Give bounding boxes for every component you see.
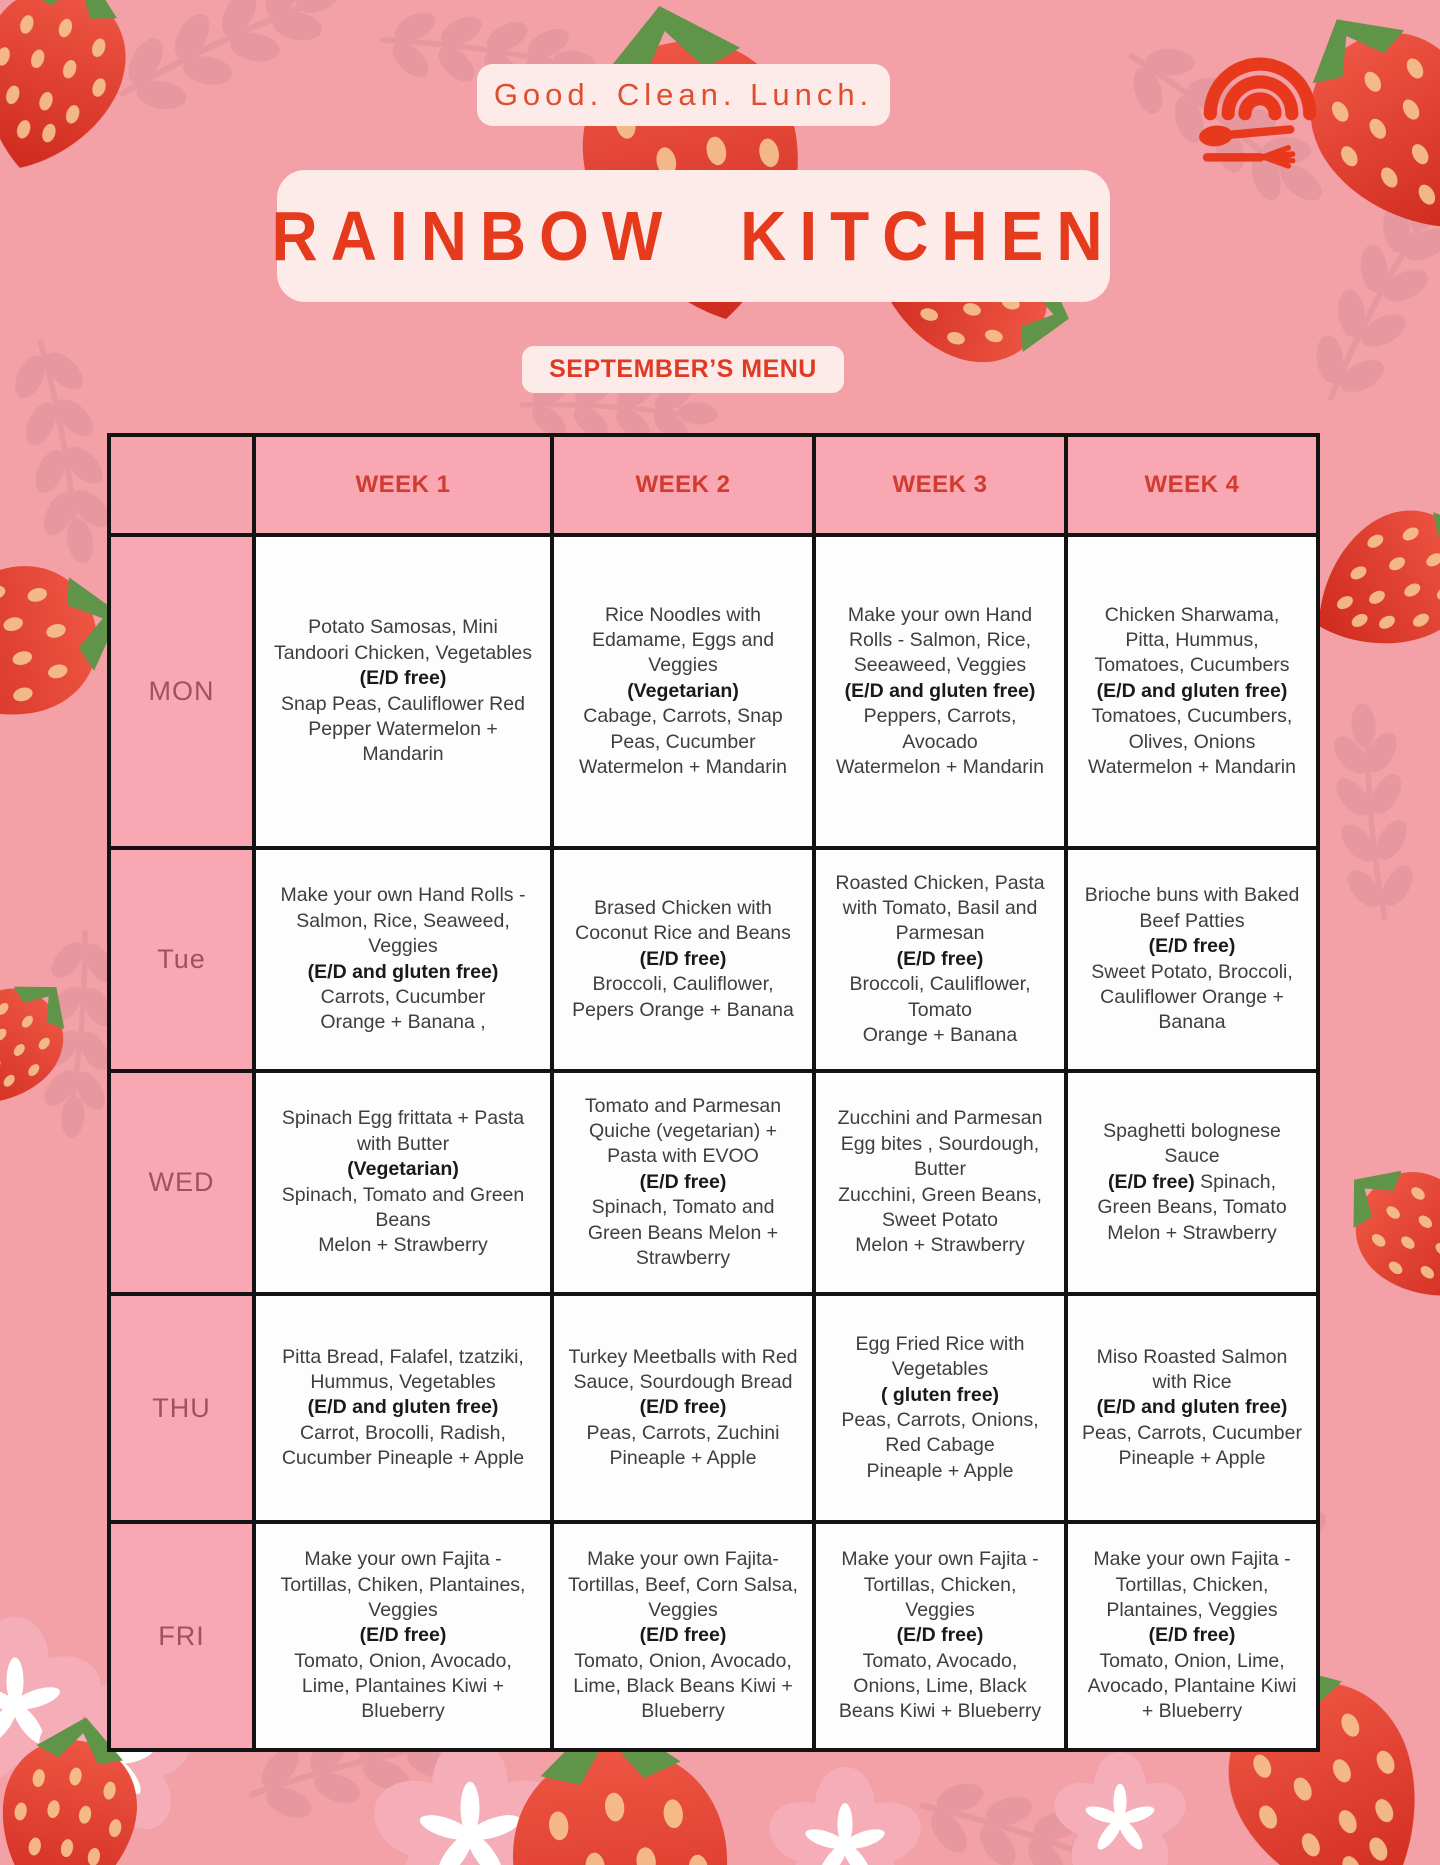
menu-text: (E/D free) bbox=[896, 947, 984, 970]
menu-text: Tomato, Onion, Avocado, Lime, Black Beans Kiwi + Blueberry bbox=[573, 1649, 793, 1723]
menu-text: Make your own Hand Rolls - Salmon, Rice, Seaweed, Veggies bbox=[280, 884, 526, 958]
menu-text: Pineaple + Apple bbox=[609, 1447, 757, 1470]
day-label-mon: MON bbox=[111, 537, 256, 850]
menu-text: Peas, Carrots, Zuchini bbox=[586, 1421, 780, 1444]
menu-text: (E/D free) bbox=[1148, 1624, 1236, 1647]
menu-cell-wed-week1 bbox=[256, 1073, 554, 1296]
menu-cell-thu-week2 bbox=[554, 1296, 816, 1524]
menu-text: (E/D free) bbox=[1148, 935, 1236, 958]
day-label-fri: FRI bbox=[111, 1524, 256, 1748]
menu-text: Make your own Hand Rolls - Salmon, Rice, Seeaweed, Veggies bbox=[847, 603, 1033, 677]
subtitle-pill bbox=[522, 346, 844, 393]
menu-cell-tue-week2 bbox=[554, 850, 816, 1073]
menu-text: Pineaple + Apple bbox=[866, 1459, 1014, 1482]
menu-text: Spinach Egg frittata + Pasta with Butter bbox=[281, 1107, 525, 1155]
menu-text: Carrots, Cucumber bbox=[320, 985, 486, 1008]
menu-cell-fri-week3 bbox=[816, 1524, 1068, 1748]
page-title: RAINBOW KITCHEN bbox=[271, 197, 1116, 275]
menu-cell-wed-week3 bbox=[816, 1073, 1068, 1296]
menu-cell-thu-week3 bbox=[816, 1296, 1068, 1524]
menu-text: Spinach, Tomato and Green Beans bbox=[281, 1183, 525, 1231]
menu-cell-mon-week1 bbox=[256, 537, 554, 850]
menu-cell-thu-week4 bbox=[1068, 1296, 1316, 1524]
tagline-pill bbox=[477, 64, 890, 126]
menu-text: ( gluten free) bbox=[880, 1383, 1000, 1406]
subtitle-text: SEPTEMBER’S MENU bbox=[549, 355, 817, 383]
menu-text: Potato Samosas, Mini Tandoori Chicken, Vegetables bbox=[273, 616, 532, 664]
menu-text: Melon + Strawberry bbox=[318, 1234, 488, 1257]
menu-text: (Vegetarian) bbox=[347, 1158, 459, 1181]
rainbow-cutlery-logo-icon bbox=[1185, 20, 1335, 170]
menu-text: Zucchini and Parmesan Egg bites , Sourdough, Butter bbox=[837, 1107, 1043, 1181]
menu-text: (E/D free) bbox=[359, 1624, 447, 1647]
day-label-wed: WED bbox=[111, 1073, 256, 1296]
menu-cell-mon-week2 bbox=[554, 537, 816, 850]
menu-text: Cabage, Carrots, Snap Peas, Cucumber bbox=[583, 705, 783, 753]
menu-text: Peas, Carrots, Cucumber bbox=[1082, 1421, 1302, 1444]
menu-text: Pitta Bread, Falafel, tzatziki, Hummus, Vegetables bbox=[282, 1345, 524, 1393]
menu-text: (E/D free) bbox=[896, 1624, 984, 1647]
week-header-2: WEEK 2 bbox=[554, 437, 816, 537]
week-header-3: WEEK 3 bbox=[816, 437, 1068, 537]
menu-text: (Vegetarian) bbox=[627, 679, 739, 702]
menu-text: Rice Noodles with Edamame, Eggs and Veggies bbox=[591, 603, 775, 677]
menu-cell-tue-week4 bbox=[1068, 850, 1316, 1073]
menu-text: (E/D and gluten free) bbox=[1096, 1396, 1288, 1419]
menu-text: (E/D free) Spinach, bbox=[1108, 1170, 1276, 1193]
menu-text: Broccoli, Cauliflower, Tomato bbox=[849, 973, 1031, 1021]
menu-text: Peas, Carrots, Onions, Red Cabage bbox=[841, 1409, 1039, 1457]
menu-text: Snap Peas, Cauliflower Red Pepper Watermelon + Mandarin bbox=[281, 692, 525, 766]
menu-text: Brased Chicken with Coconut Rice and Beans bbox=[575, 897, 791, 945]
menu-text: (E/D and gluten free) bbox=[1096, 679, 1288, 702]
menu-text: Make your own Fajita - Tortillas, Chicken, Plantaines, Veggies bbox=[1093, 1548, 1291, 1621]
menu-table bbox=[107, 433, 1320, 1752]
menu-text: Melon + Strawberry bbox=[1107, 1221, 1277, 1244]
menu-text: Peppers, Carrots, Avocado bbox=[863, 705, 1017, 753]
menu-cell-thu-week1 bbox=[256, 1296, 554, 1524]
menu-text: Orange + Banana bbox=[862, 1023, 1018, 1046]
menu-text: Brioche buns with Baked Beef Patties bbox=[1084, 884, 1300, 932]
menu-text: Chicken Sharwama, Pitta, Hummus, Tomatoes, Cucumbers bbox=[1094, 603, 1290, 677]
menu-text: Spaghetti bolognese Sauce bbox=[1103, 1120, 1281, 1168]
menu-text: Pineaple + Apple bbox=[1118, 1447, 1266, 1470]
table-corner-cell bbox=[111, 437, 256, 537]
menu-text: Spinach, Tomato and Green Beans Melon + Strawberry bbox=[587, 1196, 779, 1269]
menu-text: Miso Roasted Salmon with Rice bbox=[1096, 1345, 1288, 1393]
menu-text: Zucchini, Green Beans, Sweet Potato bbox=[838, 1183, 1042, 1231]
menu-text: Broccoli, Cauliflower, Pepers Orange + Banana bbox=[572, 973, 794, 1021]
menu-cell-wed-week2 bbox=[554, 1073, 816, 1296]
tagline-text: Good. Clean. Lunch. bbox=[493, 77, 874, 112]
menu-text: (E/D free) bbox=[639, 1396, 727, 1419]
menu-text: Tomato, Onion, Avocado, Lime, Plantaines Kiwi + Blueberry bbox=[294, 1649, 512, 1723]
menu-cell-wed-week4 bbox=[1068, 1073, 1316, 1296]
menu-text: Watermelon + Mandarin bbox=[836, 755, 1044, 778]
week-header-4: WEEK 4 bbox=[1068, 437, 1316, 537]
menu-text: (E/D and gluten free) bbox=[307, 960, 499, 983]
menu-text: Tomato, Onion, Lime, Avocado, Plantaine Kiwi + Blueberry bbox=[1087, 1649, 1297, 1723]
menu-cell-tue-week1 bbox=[256, 850, 554, 1073]
menu-text: Egg Fried Rice with Vegetables bbox=[855, 1332, 1025, 1381]
day-label-tue: Tue bbox=[111, 850, 256, 1073]
menu-text: (E/D free) bbox=[359, 667, 447, 690]
menu-text: Make your own Fajita- Tortillas, Beef, Corn Salsa, Veggies bbox=[568, 1548, 798, 1621]
menu-text: Make your own Fajita - Tortillas, Chiken, Plantaines, Veggies bbox=[280, 1548, 526, 1621]
menu-text: Watermelon + Mandarin bbox=[579, 755, 787, 778]
menu-text: Tomato and Parmesan Quiche (vegetarian) + Pasta with EVOO bbox=[584, 1094, 782, 1168]
menu-text: Green Beans, Tomato bbox=[1097, 1196, 1287, 1219]
title-box bbox=[271, 170, 1116, 302]
day-label-thu: THU bbox=[111, 1296, 256, 1524]
menu-text: (E/D and gluten free) bbox=[307, 1396, 499, 1419]
menu-cell-mon-week4 bbox=[1068, 537, 1316, 850]
menu-text: (E/D free) bbox=[639, 947, 727, 970]
menu-text: Carrot, Brocolli, Radish, Cucumber Pineaple + Apple bbox=[281, 1421, 525, 1470]
menu-text: Turkey Meetballs with Red Sauce, Sourdough Bread bbox=[568, 1345, 798, 1393]
menu-cell-mon-week3 bbox=[816, 537, 1068, 850]
menu-text: Tomatoes, Cucumbers, Olives, Onions bbox=[1091, 705, 1293, 753]
menu-cell-fri-week4 bbox=[1068, 1524, 1316, 1748]
menu-cell-fri-week2 bbox=[554, 1524, 816, 1748]
menu-text: Sweet Potato, Broccoli, Cauliflower Orange + Banana bbox=[1091, 960, 1293, 1034]
menu-text: (E/D free) bbox=[639, 1624, 727, 1647]
menu-text: (E/D free) bbox=[639, 1170, 727, 1193]
menu-text: Make your own Fajita - Tortillas, Chicken, Veggies bbox=[841, 1548, 1039, 1621]
menu-text: Melon + Strawberry bbox=[855, 1234, 1025, 1257]
week-header-1: WEEK 1 bbox=[256, 437, 554, 537]
menu-text: Roasted Chicken, Pasta with Tomato, Basil and Parmesan bbox=[835, 871, 1045, 945]
menu-text: Orange + Banana , bbox=[320, 1011, 486, 1034]
menu-text: Tomato, Avocado, Onions, Lime, Black Beans Kiwi + Blueberry bbox=[838, 1649, 1042, 1723]
menu-cell-tue-week3 bbox=[816, 850, 1068, 1073]
menu-cell-fri-week1 bbox=[256, 1524, 554, 1748]
menu-text: Watermelon + Mandarin bbox=[1088, 755, 1296, 778]
menu-text: (E/D and gluten free) bbox=[844, 679, 1036, 702]
